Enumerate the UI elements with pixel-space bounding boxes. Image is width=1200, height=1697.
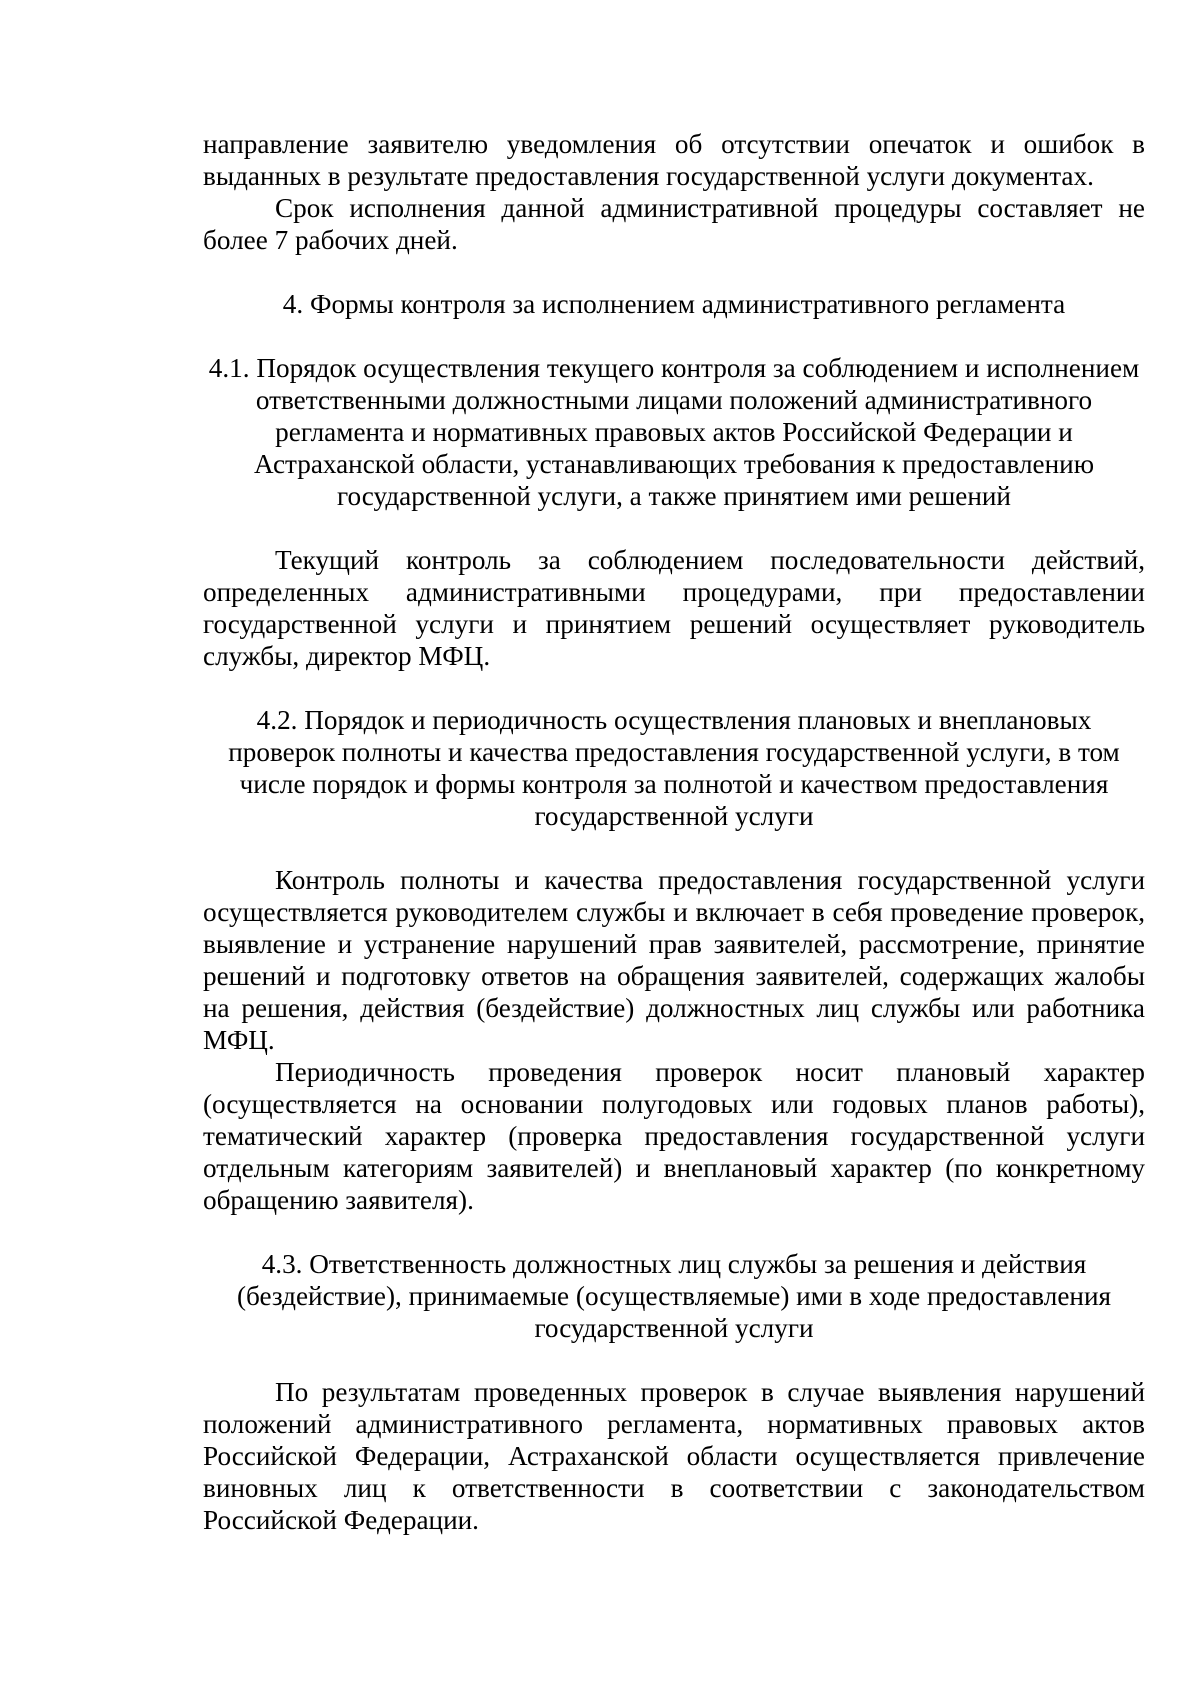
intro-paragraph: направление заявителю уведомления об отсутствии опечаток и ошибок в выданных в результате предоставления государственной услуги документах. <box>203 129 1145 191</box>
spacer <box>203 256 1145 288</box>
section-4-1-heading: 4.1. Порядок осуществления текущего контроля за соблюдением и исполнением ответственными должностными лицами положений административного регламента и нормативных правовых актов Российской Федерации и Астраханской области, устанавливающих требования к предоставлению государственной услуги, а также принятием ими решений <box>208 353 1140 511</box>
spacer <box>203 512 1145 544</box>
spacer <box>203 1344 1145 1376</box>
section-4-1-paragraph: Текущий контроль за соблюдением последовательности действий, определенных административными процедурами, при предоставлении государственной услуги и принятием решений осуществляет руководитель службы, директор МФЦ. <box>203 545 1145 671</box>
section-4-heading: 4. Формы контроля за исполнением административного регламента <box>282 289 1066 319</box>
document-page <box>203 128 1145 1536</box>
spacer <box>203 1216 1145 1248</box>
section-4-2-paragraph-1: Контроль полноты и качества предоставления государственной услуги осуществляется руководителем службы и включает в себя проведение проверок, выявление и устранение нарушений прав заявителей, рассмотрение, принятие решений и подготовку ответов на обращения заявителей, содержащих жалобы на решения, действия (бездействие) должностных лиц службы или работника МФЦ. <box>203 865 1145 1055</box>
spacer <box>203 832 1145 864</box>
spacer <box>203 320 1145 352</box>
section-4-2-heading: 4.2. Порядок и периодичность осуществления плановых и внеплановых проверок полноты и качества предоставления государственной услуги, в том числе порядок и формы контроля за полнотой и качеством предоставления государственной услуги <box>228 705 1120 831</box>
term-paragraph: Срок исполнения данной административной процедуры составляет не более 7 рабочих дней. <box>203 193 1145 255</box>
section-4-3-paragraph: По результатам проведенных проверок в случае выявления нарушений положений административного регламента, нормативных правовых актов Российской Федерации, Астраханской области осуществляется привлечение виновных лиц к ответственности в соответствии с законодательством Российской Федерации. <box>203 1377 1145 1535</box>
section-4-3-heading: 4.3. Ответственность должностных лиц службы за решения и действия (бездействие), принимаемые (осуществляемые) ими в ходе предоставления государственной услуги <box>236 1249 1112 1343</box>
spacer <box>203 672 1145 704</box>
section-4-2-paragraph-2: Периодичность проведения проверок носит плановый характер (осуществляется на основании полугодовых или годовых планов работы), тематический характер (проверка предоставления государственной услуги отдельным категориям заявителей) и внеплановый характер (по конкретному обращению заявителя). <box>203 1057 1145 1215</box>
